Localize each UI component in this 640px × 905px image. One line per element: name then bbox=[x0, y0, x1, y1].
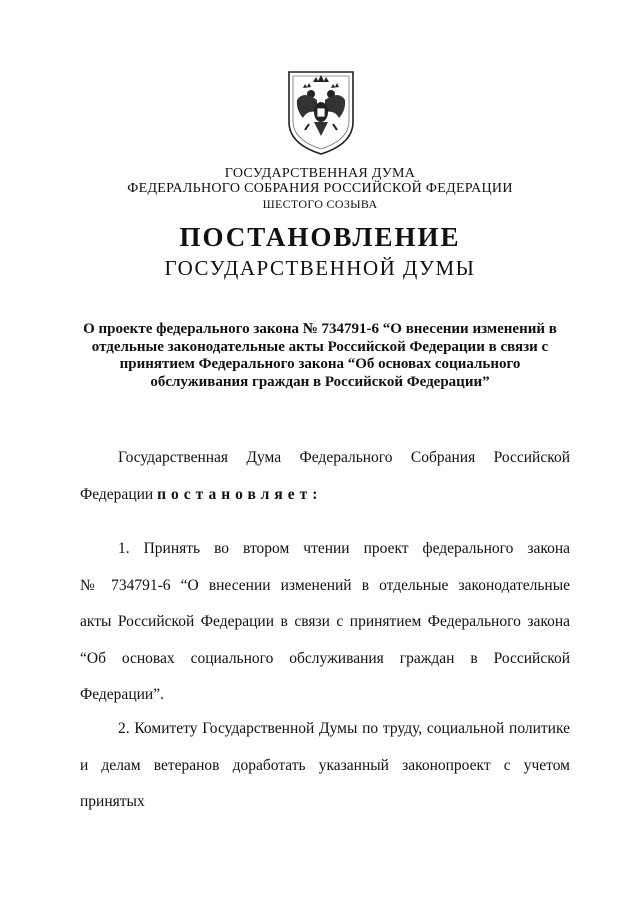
item-2-paragraph bbox=[80, 711, 570, 821]
decree-word: постановляет: bbox=[157, 485, 323, 503]
intro-line-1: Государственная Дума Федерального Собрания Российской bbox=[118, 449, 570, 466]
item-2-line: и делам ветеранов доработать указанный законопроект с учетом принятых bbox=[80, 756, 570, 810]
subject-line: О проекте федерального закона № 734791-6 “О внесении изменений в bbox=[83, 321, 557, 337]
item-1-line: Федерации”. bbox=[80, 686, 164, 703]
subject-line: обслуживания граждан в Российской Федерации” bbox=[150, 373, 490, 390]
item-1-line: “Об основах социального обслуживания граждан в Российской bbox=[80, 649, 570, 667]
document-subtitle: ГОСУДАРСТВЕННОЙ ДУМЫ bbox=[164, 256, 476, 280]
item-2-line: 2. Комитету Государственной Думы по труду, социальной политике bbox=[118, 720, 570, 737]
intro-text: Федерации bbox=[80, 485, 158, 503]
header-line-2: ФЕДЕРАЛЬНОГО СОБРАНИЯ РОССИЙСКОЙ ФЕДЕРАЦИИ bbox=[127, 181, 513, 196]
item-1-line: 1. Принять во втором чтении проект федерального закона bbox=[118, 540, 570, 557]
item-1-line: акты Российской Федерации в связи с принятием Федерального закона bbox=[80, 613, 570, 630]
intro-paragraph bbox=[80, 440, 570, 513]
header-line-3: ШЕСТОГО СОЗЫВА bbox=[262, 197, 378, 211]
intro-line-2 bbox=[80, 477, 570, 514]
item-1-line: № 734791-6 “О внесении изменений в отдельные законодательные bbox=[80, 576, 570, 594]
subject-line: отдельные законодательные акты Российской Федерации в связи с bbox=[91, 338, 549, 355]
coat-of-arms-icon bbox=[283, 66, 359, 156]
document-title: ПОСТАНОВЛЕНИЕ bbox=[179, 222, 461, 252]
subject-line: принятием Федерального закона “Об основах социального bbox=[119, 356, 521, 372]
document-subject bbox=[70, 321, 570, 391]
header-line-1: ГОСУДАРСТВЕННАЯ ДУМА bbox=[224, 166, 416, 181]
item-1-paragraph bbox=[80, 531, 570, 714]
